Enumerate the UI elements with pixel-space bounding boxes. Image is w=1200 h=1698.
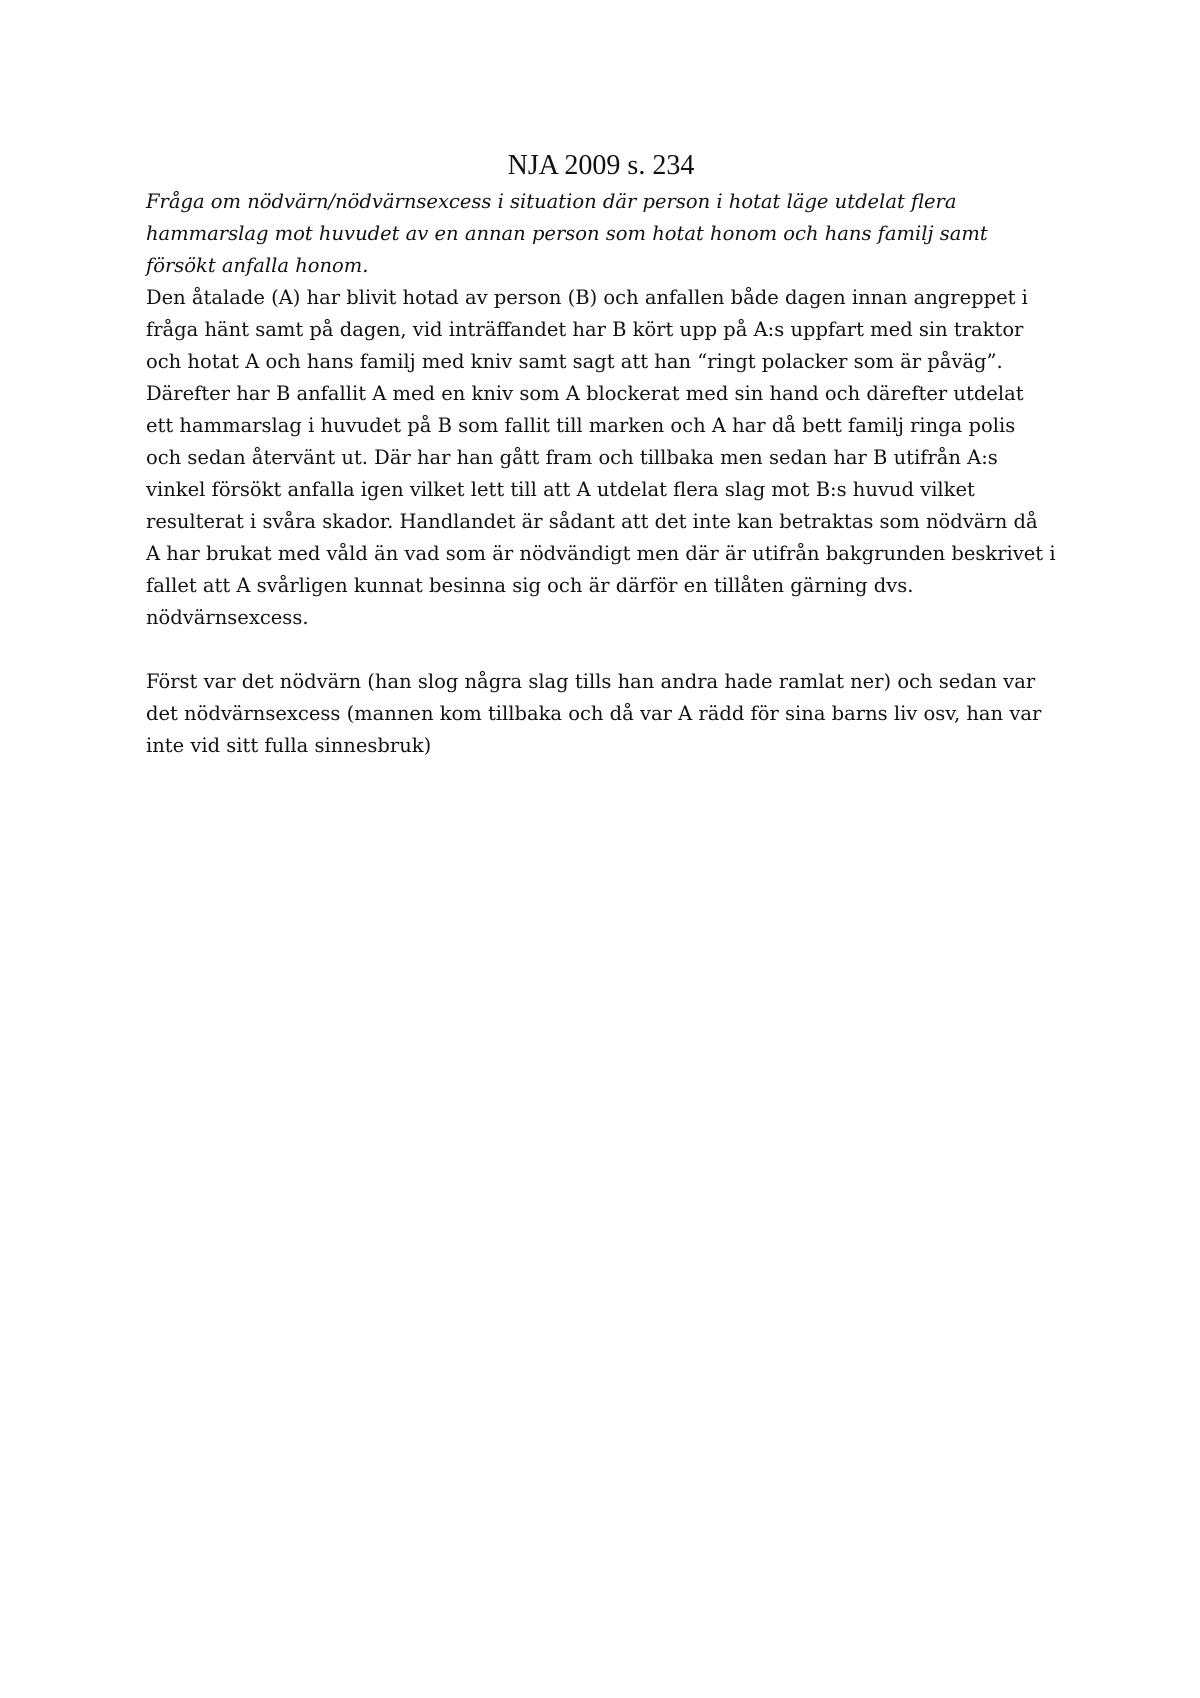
document-content (146, 146, 1056, 762)
document-title: NJA 2009 s. 234 (507, 150, 695, 181)
case-summary: Fråga om nödvärn/nödvärnsexcess i situation där person i hotat läge utdelat flera hammarslag mot huvudet av en annan person som hotat honom och hans familj samt försökt anfalla honom. (146, 190, 988, 277)
paragraph-case-facts: Den åtalade (A) har blivit hotad av person (B) och anfallen både dagen innan angreppet i fråga hänt samt på dagen, vid inträffandet har B kört upp på A:s uppfart med sin traktor och hotat A och hans familj med kniv samt sagt att han “ringt polacker som är påväg”. Därefter har B anfallit A med en kniv som A blockerat med sin hand och därefter utdelat ett hammarslag i huvudet på B som fallit till marken och A har då bett familj ringa polis och sedan återvänt ut. Där har han gått fram och tillbaka men sedan har B utifrån A:s vinkel försökt anfalla igen vilket lett till att A utdelat flera slag mot B:s huvud vilket resulterat i svåra skador. Handlandet är sådant att det inte kan betraktas som nödvärn då A har brukat med våld än vad som är nödvändigt men där är utifrån bakgrunden beskrivet i fallet att A svårligen kunnat besinna sig och är därför en tillåten gärning dvs. nödvärnsexcess. (146, 286, 1056, 629)
paragraph-conclusion: Först var det nödvärn (han slog några slag tills han andra hade ramlat ner) och sedan var det nödvärnsexcess (mannen kom tillbaka och då var A rädd för sina barns liv osv, han var inte vid sitt fulla sinnesbruk) (146, 670, 1042, 757)
paragraph-spacer (146, 634, 1056, 666)
